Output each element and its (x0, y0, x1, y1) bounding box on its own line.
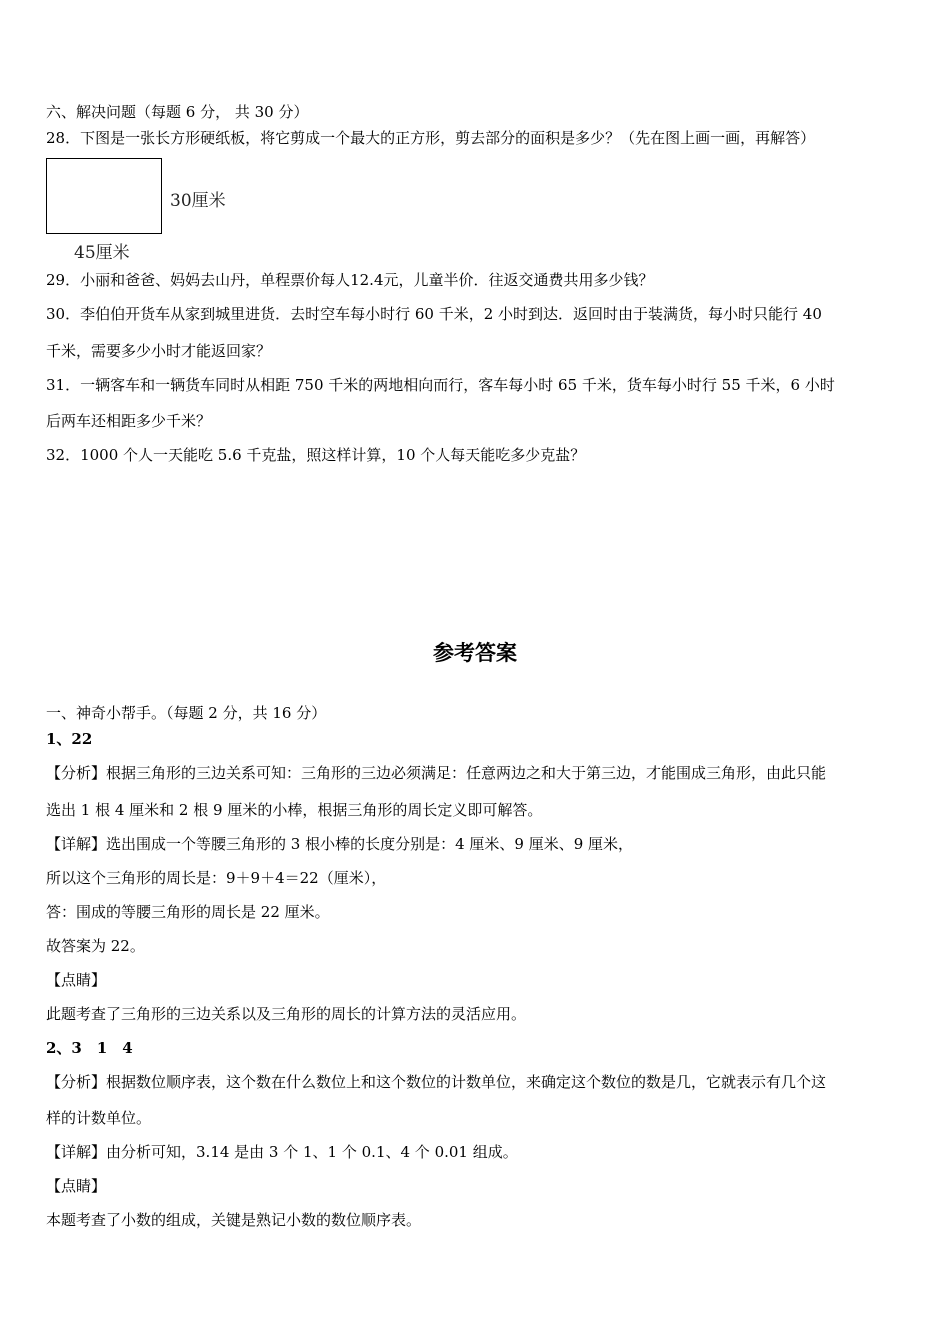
answer-1-analysis-line-2: 选出 1 根 4 厘米和 2 根 9 厘米的小棒，根据三角形的周长定义即可解答。 (46, 801, 543, 819)
answer-2-detail: 【详解】由分析可知，3.14 是由 3 个 1、1 个 0.1、4 个 0.01 组成。 (46, 1143, 518, 1161)
question-29: 29．小丽和爸爸、妈妈去山丹，单程票价每人12.4元，儿童半价．往返交通费共用多少钱？ (46, 271, 654, 289)
answer-1-number: 1、22 (46, 730, 93, 748)
figure-width-label: 45厘米 (74, 243, 130, 263)
answer-2-comment: 本题考查了小数的组成，关键是熟记小数的数位顺序表。 (46, 1211, 422, 1229)
section1-header: 一、神奇小帮手。（每题 2 分，共 16 分） (46, 704, 327, 722)
question-28: 28．下图是一张长方形硬纸板，将它剪成一个最大的正方形，剪去部分的面积是多少？（先在图上画一画，再解答） (46, 129, 816, 147)
answer-2-number: 2、3 1 4 (46, 1039, 133, 1057)
figure-height-label: 30厘米 (170, 191, 226, 211)
answer-1-comment-label: 【点睛】 (46, 971, 107, 989)
question-30-line-1: 30．李伯伯开货车从家到城里进货．去时空车每小时行 60 千米，2 小时到达．返回时由于装满货，每小时只能行 40 (46, 305, 822, 323)
answer-1-final: 故答案为 22。 (46, 937, 145, 955)
answers-title: 参考答案 (433, 640, 517, 665)
cardboard-rectangle-figure (46, 158, 162, 234)
answer-2-comment-label: 【点睛】 (46, 1177, 107, 1195)
question-31-line-2: 后两车还相距多少千米？ (46, 412, 212, 430)
question-31-line-1: 31．一辆客车和一辆货车同时从相距 750 千米的两地相向而行，客车每小时 65 千米，货车每小时行 55 千米，6 小时 (46, 376, 835, 394)
section6-header: 六、解决问题（每题 6 分， 共 30 分） (46, 103, 309, 121)
answer-1-comment: 此题考查了三角形的三边关系以及三角形的周长的计算方法的灵活应用。 (46, 1005, 527, 1023)
question-30-line-2: 千米，需要多少小时才能返回家？ (46, 342, 272, 360)
answer-1-detail: 【详解】选出围成一个等腰三角形的 3 根小棒的长度分别是：4 厘米、9 厘米、9 厘米， (46, 835, 634, 853)
answer-1-answer: 答：围成的等腰三角形的周长是 22 厘米。 (46, 903, 330, 921)
answer-2-analysis-line-1: 【分析】根据数位顺序表，这个数在什么数位上和这个数位的计数单位，来确定这个数位的数是几，它就表示有几个这 (46, 1073, 827, 1091)
answer-1-analysis-line-1: 【分析】根据三角形的三边关系可知：三角形的三边必须满足：任意两边之和大于第三边，才能围成三角形，由此只能 (46, 764, 827, 782)
answer-2-analysis-line-2: 样的计数单位。 (46, 1109, 152, 1127)
question-32: 32．1000 个人一天能吃 5.6 千克盐，照这样计算，10 个人每天能吃多少克盐？ (46, 446, 586, 464)
answer-1-calculation: 所以这个三角形的周长是：9＋9＋4＝22（厘米）， (46, 869, 387, 887)
